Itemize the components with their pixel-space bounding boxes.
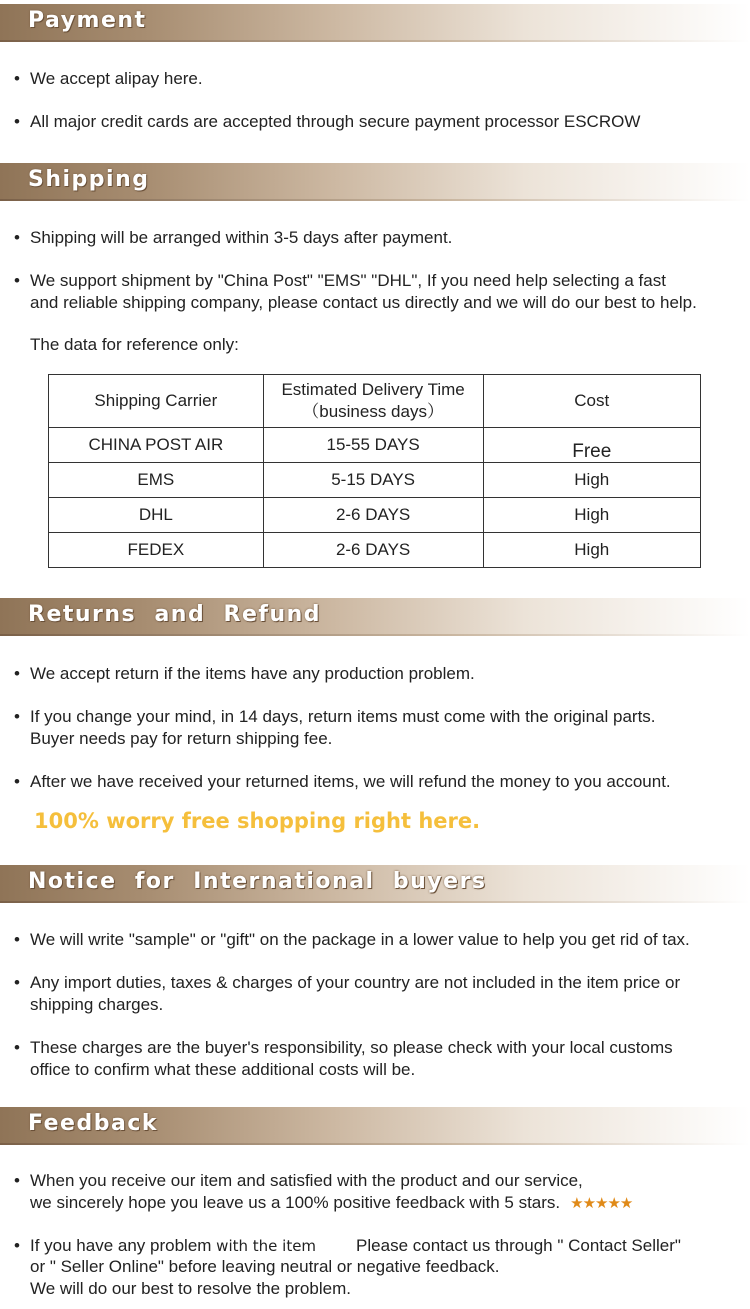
table-cell: CHINA POST AIR — [49, 428, 264, 463]
shipping-table — [48, 374, 701, 568]
notice-banner — [0, 865, 750, 901]
table-cell: 15-55 DAYS — [263, 428, 483, 463]
table-cell: High — [483, 463, 700, 498]
table-header-row — [49, 375, 701, 428]
payment-title: Payment — [28, 8, 147, 33]
table-cell: DHL — [49, 498, 264, 533]
table-cell: High — [483, 498, 700, 533]
worry-free-highlight: 100% worry free shopping right here. — [34, 809, 481, 833]
table-cell: 2-6 DAYS — [263, 498, 483, 533]
table-row — [49, 428, 701, 463]
table-row — [49, 533, 701, 568]
feedback-banner — [0, 1107, 750, 1143]
table-row — [49, 498, 701, 533]
shipping-banner — [0, 163, 750, 199]
table-row — [49, 463, 701, 498]
table-cell: High — [483, 533, 700, 568]
table-cell: Free — [483, 428, 700, 463]
column-header: Shipping Carrier — [49, 375, 264, 428]
table-cell: FEDEX — [49, 533, 264, 568]
notice-title: Notice for International buyers — [28, 869, 487, 894]
feedback-title: Feedback — [28, 1111, 158, 1136]
shipping-title: Shipping — [28, 167, 150, 192]
five-stars-icon: ★★★★★ — [570, 1195, 633, 1212]
table-cell: EMS — [49, 463, 264, 498]
table-cell: 5-15 DAYS — [263, 463, 483, 498]
payment-banner — [0, 4, 750, 40]
reference-note: The data for reference only: — [30, 335, 239, 354]
column-header: Estimated Delivery Time （business days） — [263, 375, 483, 428]
returns-banner — [0, 598, 750, 634]
table-cell: 2-6 DAYS — [263, 533, 483, 568]
column-header: Cost — [483, 375, 700, 428]
returns-title: Returns and Refund — [28, 602, 322, 627]
